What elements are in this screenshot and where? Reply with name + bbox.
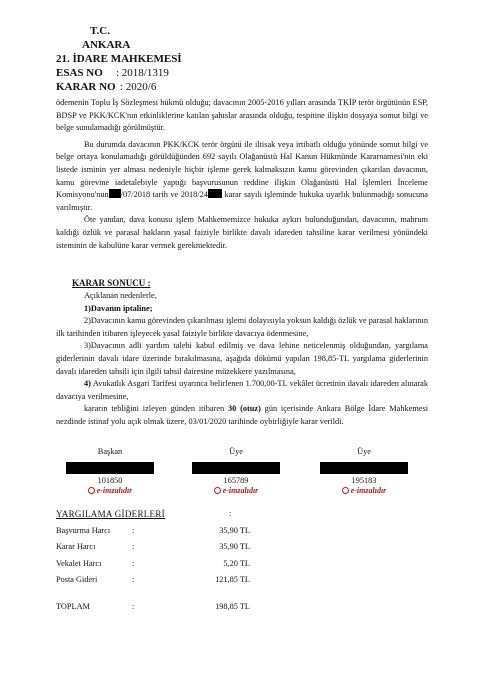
karar-item-3: 3)Davacının adli yardım talebi kabul edilmiş ve dava lehine neticelenmiş olduğundan, yargılama giderlerinin davalı idare üzerinde bırakılmasına, aşağıda dökümü yapılan 198,85-TL yargılama giderlerinin davalı idareden tahsili için ilgili tahsil dairesine müzekkere yazılmasına, (56, 341, 428, 376)
esas-row (56, 66, 182, 80)
seal-icon (214, 487, 221, 494)
karar-item-1: 1)Davanın iptaline; (84, 303, 153, 313)
document-body (56, 97, 428, 252)
signature-redaction (66, 462, 154, 474)
gider-colon: : (132, 542, 135, 551)
yargilama-giderleri (56, 506, 250, 615)
karar-item-4-text: Avukatlık Asgari Tarifesi uyarınca belirlenen 1.700,00-TL vekâlet ücretinin davalı idareden alınarak davacıya verilmesine, (56, 379, 428, 401)
gider-total-row (56, 599, 250, 616)
gider-colon: : (132, 575, 135, 584)
esas-label: ESAS NO (56, 67, 103, 79)
signature-redaction (192, 462, 280, 474)
karar-item-2: 2)Davacının kamu görevinden çıkarılması işlemi dolayısıyla yoksun kaldığı özlük ve parasal haklarının ilk tarihinden itibaren işleyecek yasal faiziyle birlikte davacıya ödenmesine, (56, 316, 428, 338)
court-name: 21. İDARE MAHKEMESİ (56, 53, 182, 65)
esign-label: e-imzalıdır (222, 486, 259, 495)
signature-uye-1 (186, 447, 286, 495)
karar-final-a: kararın tebliğini izleyen günden itibaren (84, 404, 228, 414)
paragraph-2 (56, 139, 428, 215)
city-label: ANKARA (82, 39, 131, 51)
gider-amount: 121,85 TL (215, 575, 250, 584)
paragraph-1: ödemenin Toplu İş Sözleşmesi hükmü olduğu; davacının 2005-2016 yılları arasında TKİP terör örgütünün ESP, BDSP ve PKK/KCK'nın etkinliklerine katılan şahıslar arasında olduğu, tespitine ilişkin dosyaya somut bilgi ve belge sunulamadığı görülmüştür. (56, 98, 428, 133)
karar-value: : 2020/6 (120, 81, 157, 93)
gider-label: Vekalet Harcı (56, 558, 102, 568)
signature-number: 165789 (223, 476, 249, 485)
gider-amount: 35,90 TL (219, 542, 250, 551)
gider-label: Posta Gideri (56, 575, 98, 584)
redaction-box (109, 189, 121, 198)
karar-row (56, 80, 182, 94)
document-header (56, 24, 182, 94)
signature-number: 101850 (97, 476, 123, 485)
karar-sonucu-title: KARAR SONUCU : (72, 278, 151, 288)
gider-label: Karar Harcı (56, 542, 96, 551)
gider-total-label: TOPLAM (56, 601, 90, 611)
esign-label: e-imzalıdır (350, 486, 387, 495)
esas-value: : 2018/1319 (116, 67, 169, 79)
gider-colon: : (132, 525, 135, 535)
esign-badge (60, 486, 160, 495)
gider-row (56, 556, 250, 573)
gider-row (56, 572, 250, 589)
gider-total-amount: 198,85 TL (215, 601, 250, 611)
gider-amount: 5,20 TL (223, 558, 250, 568)
paragraph-3: Öte yandan, dava konusu işlem Mahkememizce hukuka aykırı bulunduğundan, davacının, mahrum kaldığı özlük ve parasal hakların yasal faiziyle birlikte davalı idareden tahsiline karar verilmesi yönündeki isteminin de kabulüne karar vermek gerekmektedir. (56, 215, 428, 250)
signature-title: Üye (186, 447, 286, 460)
gider-row (56, 523, 250, 540)
karar-final-days: 30 (otuz) (227, 404, 261, 414)
gider-colon: : (132, 558, 135, 568)
tc-label: T.C. (90, 25, 110, 37)
paragraph-2-text-a: Bu durumda davacının PKK/KCK terör örgütü ile iltisak veya irtibatlı olduğu yönünde somut bilgi ve belge ortaya konulamadığı görüldüğünden 692 sayılı Olağanüstü Hal Kanun Hükmünde Kararnamesi'nin eki listede isminin yer alması nedeniyle hiçbir işleme gerek kalmaksızın kamu görevinden çıkarılan davacının, kamu görevine iadetalebiyle yaptığı başvurusunun reddine ilişkin Olağanüstü Hal İşlemleri İnceleme Komisyonu'nun (56, 139, 428, 200)
giderler-title-colon: : (229, 509, 232, 518)
karar-final-b: gün içerisinde Ankara Bölge İdare Mahkemesi nezdinde istinaf yolu açık olmak üzere, 03/01/2020 tarihinde oybirliğiyle karar verildi. (56, 404, 428, 426)
esign-badge (314, 486, 414, 495)
karar-item-4-number: 4) (84, 379, 91, 389)
signature-uye-2 (314, 447, 414, 495)
signature-title: Üye (314, 447, 414, 460)
gider-row (56, 539, 250, 556)
karar-final (56, 403, 428, 428)
karar-label: KARAR NO (56, 81, 116, 93)
paragraph-2-text-b: /07/2018 tarih ve 2018/24 (120, 190, 208, 200)
signature-number: 195183 (351, 476, 377, 485)
karar-item-4 (56, 378, 428, 403)
signature-baskan (60, 447, 160, 495)
signature-redaction (320, 462, 408, 474)
karar-intro: Açıklanan nedenlerle, (84, 291, 157, 300)
seal-icon (342, 487, 349, 494)
gider-total-colon: : (132, 601, 135, 611)
redaction-box (208, 189, 222, 198)
signature-title: Başkan (60, 447, 160, 460)
gider-amount: 35,90 TL (219, 525, 250, 535)
esign-badge (186, 486, 286, 495)
giderler-title: YARGILAMA GİDERLERİ (56, 509, 165, 519)
paragraph-2-text-c: karar sayılı işleminde hukuka uyarlık bulunmadığı sonucuna varılmıştır. (56, 190, 428, 212)
seal-icon (88, 487, 95, 494)
karar-sonucu-body (56, 290, 428, 429)
gider-label: Başvurma Harcı (56, 525, 111, 535)
esign-label: e-imzalıdır (96, 486, 133, 495)
